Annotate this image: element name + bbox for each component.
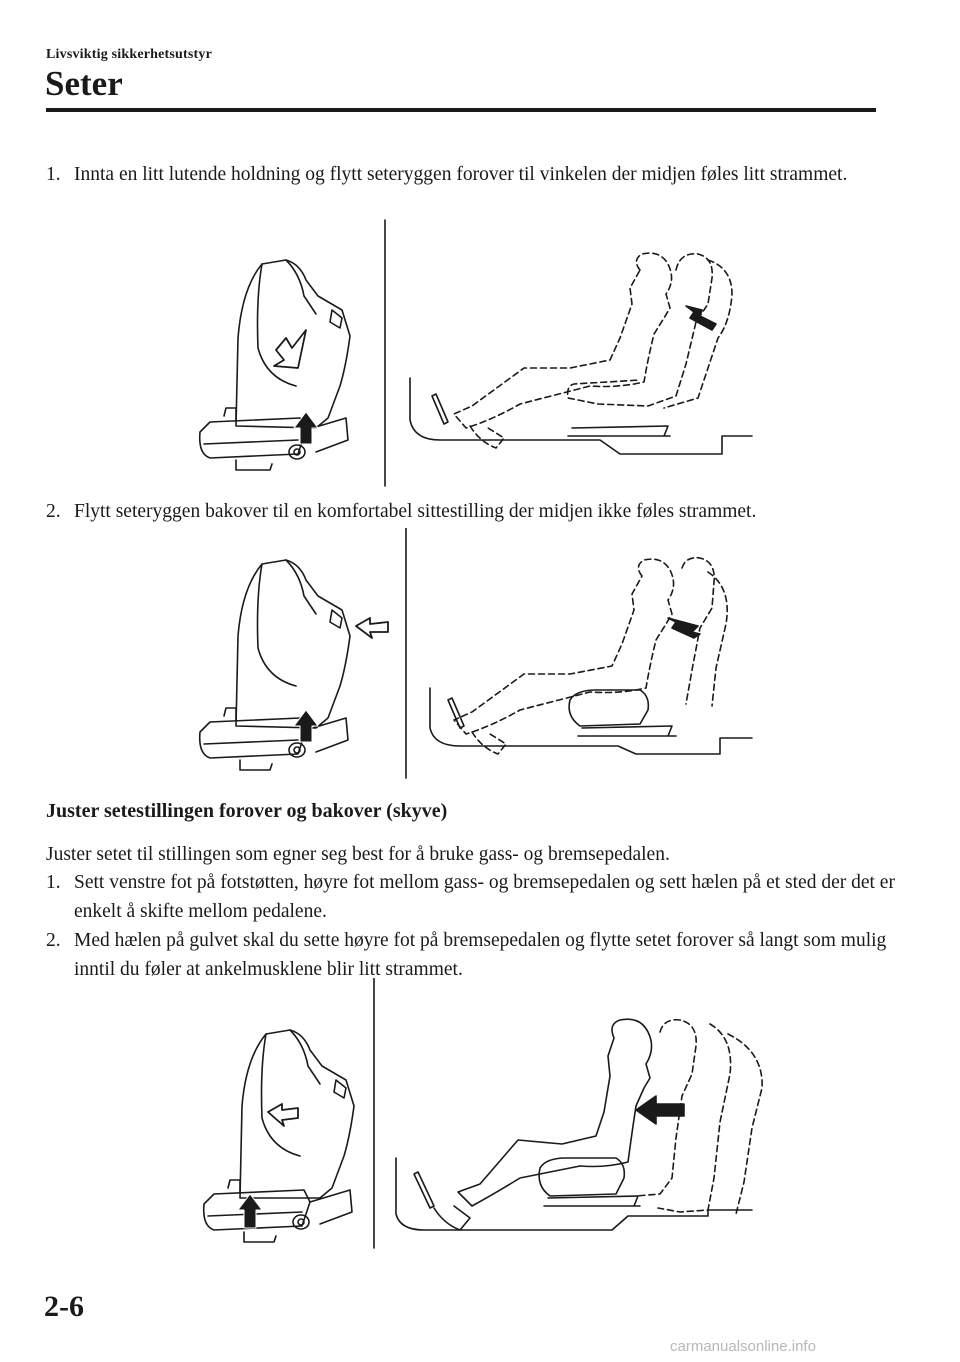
page-title: Seter — [45, 64, 123, 103]
step-text: Med hælen på gulvet skal du sette høyre fot på bremsepedalen og flytte setet forover så langt som mulig inntil du føler at ankelmusklene blir litt strammet. — [74, 930, 887, 980]
arrow-recline-icon — [274, 330, 306, 368]
figure-slide-forward — [0, 978, 960, 1252]
step-text: Innta en litt lutende holdning og flytt seteryggen forover til vinkelen der midjen føles litt strammet. — [74, 164, 848, 185]
step-number: 1. — [46, 872, 61, 893]
slide-step-1 — [46, 868, 904, 926]
driver-illustration — [396, 1019, 762, 1230]
recline-step-1 — [46, 160, 904, 189]
lever-up-icon — [238, 1194, 262, 1228]
section-label: Livsviktig sikkerhetsutstyr — [46, 47, 213, 62]
watermark: carmanualsonline.info — [670, 1338, 816, 1355]
title-rule — [46, 108, 876, 112]
step-number: 1. — [46, 164, 61, 185]
step-text: Sett venstre fot på fotstøtten, høyre fot mellom gass- og bremsepedalen og sett hælen på et sted der det er enkelt å skifte mellom pedalene. — [74, 872, 895, 922]
step-number: 2. — [46, 930, 61, 951]
arrow-slide-forward-icon — [636, 1096, 684, 1124]
page-number: 2-6 — [44, 1290, 84, 1323]
step-number: 2. — [46, 501, 61, 522]
arrow-slide-icon — [268, 1104, 298, 1126]
arrow-back-icon — [356, 618, 388, 638]
figure-recline-forward — [0, 218, 960, 490]
seat-illustration — [200, 560, 388, 770]
seat-illustration — [204, 1030, 354, 1242]
seat-illustration — [200, 260, 350, 470]
slide-step-2 — [46, 926, 904, 984]
recline-step-2 — [46, 497, 904, 526]
arrow-backward-icon — [668, 618, 700, 638]
driver-illustration — [410, 253, 752, 454]
lever-up-icon — [294, 710, 318, 742]
figure-recline-back — [0, 528, 960, 780]
section-heading: Juster setestillingen forover og bakover (skyve) — [46, 800, 448, 822]
lever-up-icon — [294, 412, 318, 444]
driver-illustration — [430, 558, 752, 754]
intro-paragraph: Juster setet til stillingen som egner seg best for å bruke gass- og bremsepedalen. — [46, 844, 670, 865]
arrow-forward-icon — [686, 306, 716, 330]
step-text: Flytt seteryggen bakover til en komfortabel sittestilling der midjen ikke føles strammet. — [74, 501, 757, 522]
